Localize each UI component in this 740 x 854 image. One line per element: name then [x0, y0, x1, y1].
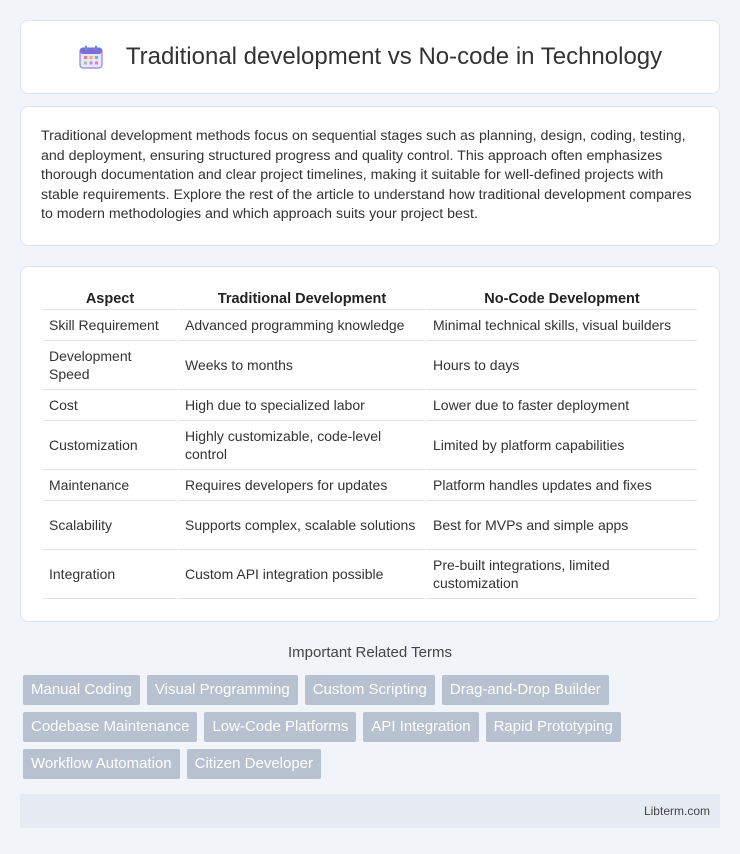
- cell-traditional: Advanced programming knowledge: [179, 310, 425, 341]
- term-tag-custom-scripting[interactable]: Custom Scripting: [305, 675, 435, 705]
- term-tag-codebase-maintenance[interactable]: Codebase Maintenance: [23, 712, 197, 742]
- cell-aspect: Cost: [43, 390, 177, 421]
- cell-traditional: High due to specialized labor: [179, 390, 425, 421]
- table-row: [43, 390, 697, 421]
- term-tag-visual-programming[interactable]: Visual Programming: [147, 675, 298, 705]
- cell-aspect: Skill Requirement: [43, 310, 177, 341]
- cell-aspect: Integration: [43, 550, 177, 599]
- cell-no-code: Limited by platform capabilities: [427, 421, 697, 470]
- cell-traditional: Supports complex, scalable solutions: [179, 501, 425, 550]
- cell-no-code: Platform handles updates and fixes: [427, 470, 697, 501]
- related-terms-title: Important Related Terms: [288, 643, 452, 661]
- cell-no-code: Lower due to faster deployment: [427, 390, 697, 421]
- cell-traditional: Custom API integration possible: [179, 550, 425, 599]
- cell-no-code: Minimal technical skills, visual builders: [427, 310, 697, 341]
- cell-traditional: Highly customizable, code-level control: [179, 421, 425, 470]
- comparison-table-card: [20, 266, 720, 622]
- cell-no-code: Pre-built integrations, limited customization: [427, 550, 697, 599]
- cell-no-code: Best for MVPs and simple apps: [427, 501, 697, 550]
- table-header-row: [43, 289, 697, 310]
- table-row: [43, 421, 697, 470]
- header-card: [20, 20, 720, 94]
- related-terms-list: [20, 675, 720, 779]
- calendar-icon: [78, 44, 104, 70]
- term-tag-drag-and-drop-builder[interactable]: Drag-and-Drop Builder: [442, 675, 609, 705]
- intro-text: Traditional development methods focus on sequential stages such as planning, design, coding, testing, and deployment, ensuring structured progress and quality control. This approach often emphasizes thorough documentation and clear project timelines, making it suitable for well-defined projects with stable requirements. Explore the rest of the article to understand how traditional development compares to modern methodologies and which approach suits your project best.: [41, 128, 692, 223]
- term-tag-rapid-prototyping[interactable]: Rapid Prototyping: [486, 712, 621, 742]
- footer-brand: Libterm.com: [643, 803, 710, 818]
- term-tag-api-integration[interactable]: API Integration: [363, 712, 478, 742]
- footer: [20, 794, 720, 828]
- term-tag-low-code-platforms[interactable]: Low-Code Platforms: [204, 712, 356, 742]
- cell-traditional: Weeks to months: [179, 341, 425, 390]
- cell-aspect: Scalability: [43, 501, 177, 550]
- table-row: [43, 501, 697, 550]
- table-row: [43, 550, 697, 599]
- term-tag-workflow-automation[interactable]: Workflow Automation: [23, 749, 180, 779]
- comparison-table: [41, 289, 699, 599]
- page-title: Traditional development vs No-code in Technology: [125, 43, 663, 70]
- cell-no-code: Hours to days: [427, 341, 697, 390]
- term-tag-manual-coding[interactable]: Manual Coding: [23, 675, 140, 705]
- cell-aspect: Maintenance: [43, 470, 177, 501]
- column-header-no-code: No-Code Development: [427, 289, 697, 310]
- cell-aspect: Development Speed: [43, 341, 177, 390]
- column-header-traditional: Traditional Development: [179, 289, 425, 310]
- intro-card: [20, 106, 720, 246]
- table-row: [43, 341, 697, 390]
- table-row: [43, 470, 697, 501]
- cell-aspect: Customization: [43, 421, 177, 470]
- table-row: [43, 310, 697, 341]
- column-header-aspect: Aspect: [43, 289, 177, 310]
- cell-traditional: Requires developers for updates: [179, 470, 425, 501]
- term-tag-citizen-developer[interactable]: Citizen Developer: [187, 749, 321, 779]
